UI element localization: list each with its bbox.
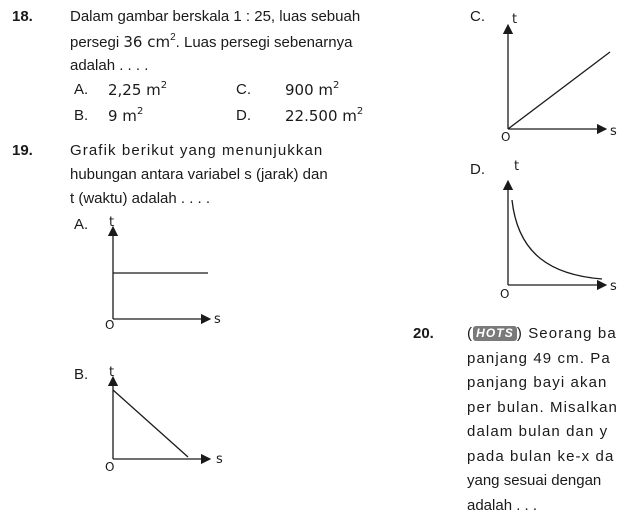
question-text-line: per bulan. Misalkan — [467, 399, 618, 416]
option-letter: A. — [74, 216, 89, 233]
option-value: 900 $m^2$ — [285, 80, 340, 99]
graph-line — [508, 52, 610, 129]
option-value: 2,25 $m^2$ — [108, 80, 168, 99]
option-value: 22.500 $m^2$ — [285, 106, 364, 125]
question-text-line: panjang 49 cm. Pa — [467, 350, 611, 367]
option-letter: D. — [470, 161, 485, 178]
option-letter: D. — [236, 107, 251, 124]
question-text-line: adalah . . . . — [70, 57, 149, 74]
x-axis-label: s — [216, 452, 223, 467]
graph-curve — [512, 200, 602, 279]
question-text-line: ( HOTS ) Seorang ba — [467, 325, 617, 342]
origin-label: O — [501, 130, 511, 142]
origin-label: O — [105, 460, 115, 474]
option-letter: C. — [236, 81, 251, 98]
graph-b — [98, 365, 238, 480]
question-text-line: hubungan antara variabel s (jarak) dan — [70, 166, 328, 183]
graph-a — [98, 215, 228, 330]
hots-badge: HOTS — [473, 326, 517, 341]
question-number: 18. — [12, 8, 33, 25]
question-text-line: t (waktu) adalah . . . . — [70, 190, 211, 207]
graph-c — [492, 7, 627, 142]
question-number: 20. — [413, 325, 434, 342]
question-text-line: dalam bulan dan y — [467, 423, 609, 440]
origin-label: O — [500, 287, 510, 300]
graph-line — [113, 390, 188, 457]
question-number: 19. — [12, 142, 33, 159]
option-letter: B. — [74, 366, 89, 383]
y-axis-label: t — [109, 215, 115, 230]
question-text-line: Dalam gambar berskala 1 : 25, luas sebuah — [70, 8, 361, 25]
question-text-line: Grafik berikut yang menunjukkan — [70, 142, 324, 159]
option-letter: A. — [74, 81, 89, 98]
option-value: 9 $m^2$ — [108, 106, 144, 125]
question-text-line: pada bulan ke-x da — [467, 448, 615, 465]
x-axis-label: s — [610, 124, 617, 139]
x-axis-label: s — [214, 312, 221, 327]
graph-d — [492, 155, 627, 300]
y-axis-label: t — [512, 12, 518, 27]
option-letter: B. — [74, 107, 89, 124]
origin-label: O — [105, 318, 115, 330]
question-text-line: adalah . . . — [467, 497, 538, 514]
question-text-line: panjang bayi akan — [467, 374, 608, 391]
y-axis-label: t — [109, 365, 115, 380]
y-axis-label: t — [514, 159, 520, 174]
option-letter: C. — [470, 8, 485, 25]
question-text-line: persegi 36 $cm^2$. Luas persegi sebenarnya — [70, 32, 353, 51]
question-text-line: yang sesuai dengan — [467, 472, 602, 489]
x-axis-label: s — [610, 279, 617, 294]
